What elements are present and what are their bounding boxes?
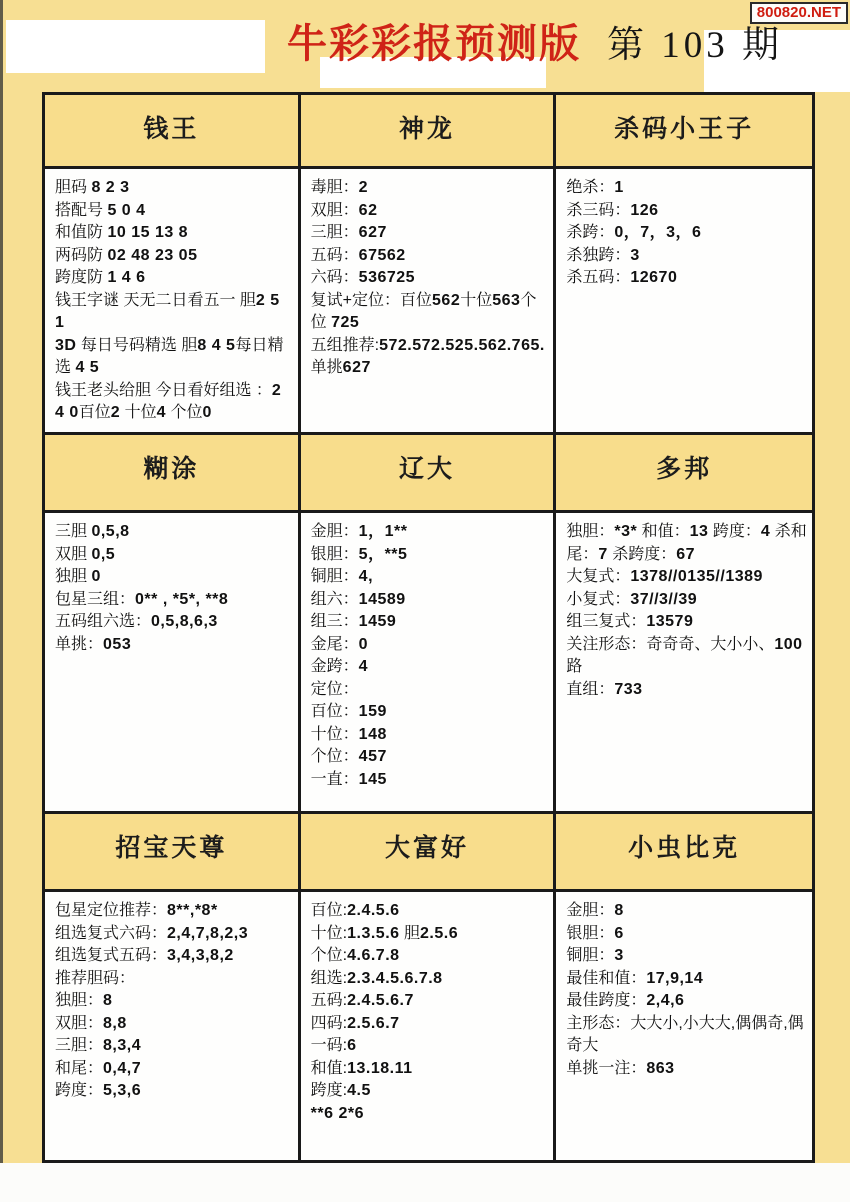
label-text: 钱王老头给胆 今日看好组选 ： <box>55 381 272 399</box>
prediction-line <box>55 1080 293 1103</box>
prediction-line <box>566 634 807 679</box>
value-text: 4.6.7.8 <box>347 947 400 964</box>
value-text: **6 2*6 <box>310 1104 364 1122</box>
value-text: 145 <box>358 770 387 788</box>
column-header-zhaobao: 招宝天尊 <box>45 814 301 892</box>
column-header-dafuhao: 大富好 <box>301 814 557 892</box>
value-text: 2 <box>110 404 121 421</box>
cell-body-hutu <box>45 513 301 814</box>
label-text: 十位 <box>120 404 157 421</box>
value-text: 572.572.525.562.765. <box>379 336 545 354</box>
label-text: 个位 <box>166 404 203 421</box>
prediction-line <box>55 566 293 589</box>
label-text: 五组推荐: <box>310 336 380 354</box>
column-header-duobang: 多邦 <box>556 435 812 513</box>
label-text: 最佳跨度： <box>566 992 647 1009</box>
value-text: 6 <box>347 1037 357 1054</box>
label-text: 杀跨度： <box>607 545 677 563</box>
label-text: 每日号码精选 胆 <box>76 336 198 354</box>
value-text: 4 <box>358 658 369 675</box>
prediction-line <box>55 923 293 946</box>
prediction-line <box>311 589 549 612</box>
prediction-line <box>311 945 549 968</box>
prediction-line <box>311 1080 549 1103</box>
cell-body-zhaobao <box>45 892 301 1160</box>
prediction-line <box>55 990 293 1013</box>
value-text: 0,5,8 <box>91 523 130 540</box>
prediction-line <box>566 990 807 1013</box>
label-text: 铜胆： <box>310 568 359 585</box>
value-text: 8,8 <box>103 1014 127 1032</box>
prediction-line <box>311 177 549 200</box>
value-text: 1，1** <box>358 523 408 540</box>
prediction-line <box>55 335 293 380</box>
label-text: 和值： <box>637 523 690 540</box>
label-text: 单挑 <box>310 359 343 376</box>
value-text: 8**,*8* <box>167 902 218 919</box>
label-text: 组三： <box>310 613 359 630</box>
label-text: 两码防 <box>55 246 108 264</box>
value-text: 4 <box>760 523 771 540</box>
label-text: 杀独跨： <box>566 246 631 264</box>
value-text: 0 <box>91 568 101 585</box>
prediction-line <box>55 1013 293 1036</box>
label-text: 组选复式五码： <box>55 947 168 964</box>
prediction-line <box>55 611 293 634</box>
prediction-line <box>55 521 293 544</box>
value-text: 14589 <box>358 590 406 608</box>
value-text: 67 <box>676 545 695 563</box>
value-text: 0** , *5*, **8 <box>135 590 229 608</box>
value-text: 10 15 13 8 <box>107 224 189 241</box>
value-text: 0 <box>358 635 369 653</box>
value-text: 13579 <box>646 613 694 630</box>
value-text: 6 <box>614 924 624 942</box>
value-text: 2.5.6.7 <box>347 1014 400 1032</box>
label-text: 包星三组： <box>55 590 136 608</box>
value-text: 2 4 0 <box>55 381 282 421</box>
prediction-line <box>55 380 293 425</box>
value-text: 4, <box>358 568 374 585</box>
value-text: 1 <box>614 179 624 196</box>
label-text: 跨度: <box>310 1082 348 1099</box>
prediction-line <box>55 245 293 268</box>
value-text: 5，**5 <box>358 545 408 563</box>
prediction-line <box>311 724 549 747</box>
label-text: 三胆 <box>55 523 92 540</box>
value-text: 2,4,6 <box>646 992 685 1009</box>
column-header-shenlong: 神龙 <box>301 95 557 169</box>
cell-body-shenlong <box>301 169 557 435</box>
value-text: 2.4.5.6 <box>347 902 400 919</box>
label-text: 每日精选 <box>55 336 284 376</box>
label-text: 绝杀： <box>566 179 615 196</box>
value-text: 3 <box>614 947 624 964</box>
label-text: 双胆 <box>55 545 92 563</box>
label-text: 双胆： <box>310 201 359 219</box>
value-text: 863 <box>646 1059 675 1077</box>
prediction-line <box>311 222 549 245</box>
value-text: 7 <box>598 545 608 563</box>
prediction-line <box>566 222 807 245</box>
prediction-line <box>311 1013 549 1036</box>
value-text: 457 <box>358 748 387 765</box>
label-text: 十位： <box>310 725 359 743</box>
prediction-line <box>566 177 807 200</box>
column-header-hutu: 糊涂 <box>45 435 301 513</box>
label-text: 百位： <box>310 703 359 720</box>
prediction-line <box>566 589 807 612</box>
value-text: 536725 <box>358 269 416 286</box>
cell-body-duobang <box>556 513 812 814</box>
value-text: 627 <box>342 359 371 376</box>
label-text: 六码： <box>310 269 359 286</box>
prediction-line <box>55 290 293 335</box>
blank-box-top-left <box>6 20 265 73</box>
scan-edge-shadow <box>0 0 3 1202</box>
label-text: 推荐胆码： <box>55 969 136 987</box>
label-text: 主形态：大大小,小大大,偶偶奇,偶奇大 <box>566 1014 804 1054</box>
prediction-line <box>311 634 549 657</box>
prediction-line <box>311 290 549 335</box>
value-text: 562 <box>432 291 461 309</box>
value-text: *3* <box>614 523 638 540</box>
prediction-line <box>311 990 549 1013</box>
label-text: 组选复式六码： <box>55 924 168 942</box>
prediction-line <box>55 968 293 991</box>
prediction-line <box>55 222 293 245</box>
prediction-line <box>311 769 549 792</box>
value-text: 2,4,7,8,2,3 <box>167 924 249 942</box>
prediction-line <box>311 1035 549 1058</box>
sheet-title: 牛彩彩报预测版 <box>287 21 581 66</box>
cell-body-liaoda <box>301 513 557 814</box>
label-text: 包星定位推荐： <box>55 902 168 919</box>
label-text: 和值防 <box>55 224 108 241</box>
column-header-qianwang: 钱王 <box>45 95 301 169</box>
label-text: 杀三码： <box>566 201 631 219</box>
prediction-line <box>311 701 549 724</box>
prediction-line <box>311 357 549 380</box>
prediction-line <box>311 656 549 679</box>
prediction-line <box>55 177 293 200</box>
label-text: 单挑： <box>55 635 104 653</box>
prediction-line <box>566 611 807 634</box>
prediction-line <box>55 1058 293 1081</box>
label-text: 双胆： <box>55 1014 104 1032</box>
value-text: 1459 <box>358 613 397 630</box>
label-text: 组三复式： <box>566 613 647 630</box>
column-header-shama: 杀码小王子 <box>556 95 812 169</box>
prediction-line <box>566 968 807 991</box>
label-text: 和值: <box>310 1059 348 1077</box>
value-text: 126 <box>630 201 659 219</box>
prediction-line <box>55 544 293 567</box>
label-text: 关注形态：奇奇奇、大小小、 <box>566 635 775 653</box>
value-text: 159 <box>358 703 387 720</box>
prediction-line <box>311 1103 549 1126</box>
label-text: 三胆： <box>310 224 359 241</box>
prediction-line <box>311 1058 549 1081</box>
value-text: 67562 <box>358 246 406 264</box>
value-text: 17,9,14 <box>646 969 704 987</box>
value-text: 02 48 23 05 <box>107 246 198 264</box>
issue-number: 第 103 期 <box>607 25 783 66</box>
prediction-line <box>311 968 549 991</box>
prediction-line <box>566 566 807 589</box>
label-text: 直组： <box>566 680 615 698</box>
value-text: 725 <box>331 314 360 331</box>
label-text: 搭配号 <box>55 201 108 219</box>
label-text: 独胆： <box>55 992 104 1009</box>
label-text: 组六： <box>310 590 359 608</box>
column-header-xiaochong: 小虫比克 <box>556 814 812 892</box>
label-text: 金尾： <box>310 635 359 653</box>
prediction-line <box>311 200 549 223</box>
label-text: 小复式： <box>566 590 631 608</box>
label-text: 银胆： <box>310 545 359 563</box>
value-text: 1.3.5.6 <box>347 924 400 942</box>
label-text: 五码: <box>310 992 348 1009</box>
value-text: 5,3,6 <box>103 1082 142 1099</box>
label-text: 金胆： <box>310 523 359 540</box>
label-text: 十位 <box>460 291 493 309</box>
prediction-line <box>311 544 549 567</box>
prediction-table <box>42 92 815 1163</box>
value-text: 0，7，3，6 <box>614 224 702 241</box>
label-text: 金跨： <box>310 658 359 675</box>
label-text: 杀五码： <box>566 269 631 286</box>
cell-body-qianwang <box>45 169 301 435</box>
label-text: 最佳和值： <box>566 969 647 987</box>
value-text: 100 <box>774 635 803 653</box>
value-text: 2.3.4.5.6.7.8 <box>347 969 443 987</box>
bottom-margin <box>0 1163 850 1202</box>
prediction-line <box>566 945 807 968</box>
column-header-liaoda: 辽大 <box>301 435 557 513</box>
label-text: 十位: <box>310 924 348 942</box>
cell-body-shama <box>556 169 812 435</box>
prediction-line <box>55 589 293 612</box>
prediction-line <box>311 746 549 769</box>
cell-body-dafuhao <box>301 892 557 1160</box>
label-text: 一码: <box>310 1037 348 1054</box>
label-text: 杀跨： <box>566 224 615 241</box>
value-text: 4.5 <box>347 1082 371 1099</box>
prediction-line <box>311 566 549 589</box>
label-text: 独胆 <box>55 568 92 585</box>
value-text: 3 <box>630 246 640 264</box>
value-text: 13 <box>689 523 709 540</box>
prediction-line <box>55 267 293 290</box>
prediction-line <box>566 900 807 923</box>
prediction-line <box>311 335 549 358</box>
label-text: 跨度： <box>708 523 761 540</box>
prediction-line <box>311 611 549 634</box>
value-text: 0,5,8,6,3 <box>151 613 218 630</box>
value-text: 3,4,3,8,2 <box>167 947 234 964</box>
prediction-line <box>311 267 549 290</box>
value-text: 733 <box>614 680 643 698</box>
value-text: 3D <box>55 336 77 354</box>
prediction-line <box>55 634 293 657</box>
label-text: 独胆： <box>566 523 615 540</box>
value-text: 12670 <box>630 269 678 286</box>
prediction-line <box>566 245 807 268</box>
label-text: 银胆： <box>566 924 615 942</box>
label-text: 跨度防 <box>55 269 108 286</box>
masthead <box>287 12 783 69</box>
value-text: 0,5 <box>91 545 116 563</box>
label-text: 定位： <box>310 680 359 698</box>
value-text: 2 5 1 <box>55 291 280 331</box>
value-text: 13.18.11 <box>347 1059 413 1077</box>
label-text: 复试+定位：百位 <box>310 291 433 309</box>
prediction-line <box>566 923 807 946</box>
label-text: 钱王字谜 天无二日看五一 胆 <box>55 291 256 309</box>
label-text: 百位: <box>310 902 348 919</box>
label-text: 四码: <box>310 1014 348 1032</box>
value-text: 5 0 4 <box>107 201 146 219</box>
value-text: 0,4,7 <box>103 1059 142 1077</box>
prediction-line <box>55 900 293 923</box>
site-watermark: 800820.NET <box>750 2 848 24</box>
value-text: 8,3,4 <box>103 1037 142 1054</box>
prediction-line <box>566 521 807 566</box>
label-text: 个位 <box>310 291 537 331</box>
label-text: 个位: <box>310 947 348 964</box>
label-text: 五码： <box>310 246 359 264</box>
prediction-line <box>566 679 807 702</box>
value-text: 8 <box>614 902 624 919</box>
value-text: 053 <box>103 635 132 653</box>
label-text: 组选: <box>310 969 348 987</box>
label-text: 毒胆： <box>310 179 359 196</box>
prediction-line <box>566 267 807 290</box>
label-text: 金胆： <box>566 902 615 919</box>
label-text: 路 <box>566 658 583 675</box>
prediction-line <box>55 1035 293 1058</box>
prediction-line <box>566 200 807 223</box>
prediction-line <box>311 245 549 268</box>
label-text: 百位 <box>78 404 111 421</box>
value-text: 627 <box>358 224 387 241</box>
value-text: 37//3//39 <box>630 590 698 608</box>
value-text: 62 <box>358 201 378 219</box>
value-text: 1378//0135//1389 <box>630 568 763 585</box>
label-text: 一直： <box>310 770 359 788</box>
prediction-line <box>55 945 293 968</box>
label-text: 五码组六选： <box>55 613 152 630</box>
value-text: 563 <box>492 291 521 309</box>
value-text: 4 <box>156 404 167 421</box>
value-text: 0 <box>202 404 212 421</box>
label-text: 铜胆： <box>566 947 615 964</box>
value-text: 148 <box>358 725 387 743</box>
value-text: 4 5 <box>75 359 100 376</box>
value-text: 8 2 3 <box>91 179 130 196</box>
label-text: 三胆： <box>55 1037 104 1054</box>
prediction-line <box>566 1013 807 1058</box>
prediction-line <box>311 923 549 946</box>
label-text: 个位： <box>310 748 359 765</box>
cell-body-xiaochong <box>556 892 812 1160</box>
prediction-line <box>311 521 549 544</box>
value-text: 8 4 5 <box>197 336 236 354</box>
label-text: 和尾： <box>55 1059 104 1077</box>
label-text: 胆码 <box>55 179 92 196</box>
value-text: 8 <box>103 992 113 1009</box>
value-text: 1 4 6 <box>107 269 146 286</box>
label-text: 杀和尾： <box>566 523 807 563</box>
label-text: 单挑一注： <box>566 1059 647 1077</box>
value-text: 2.5.6 <box>420 924 459 942</box>
prediction-line <box>55 200 293 223</box>
label-text: 大复式： <box>566 568 631 585</box>
value-text: 2 <box>358 179 369 196</box>
prediction-line <box>566 1058 807 1081</box>
prediction-line <box>311 900 549 923</box>
prediction-line <box>311 679 549 702</box>
value-text: 2.4.5.6.7 <box>347 992 414 1009</box>
label-text: 胆 <box>399 924 420 942</box>
label-text: 跨度： <box>55 1082 104 1099</box>
